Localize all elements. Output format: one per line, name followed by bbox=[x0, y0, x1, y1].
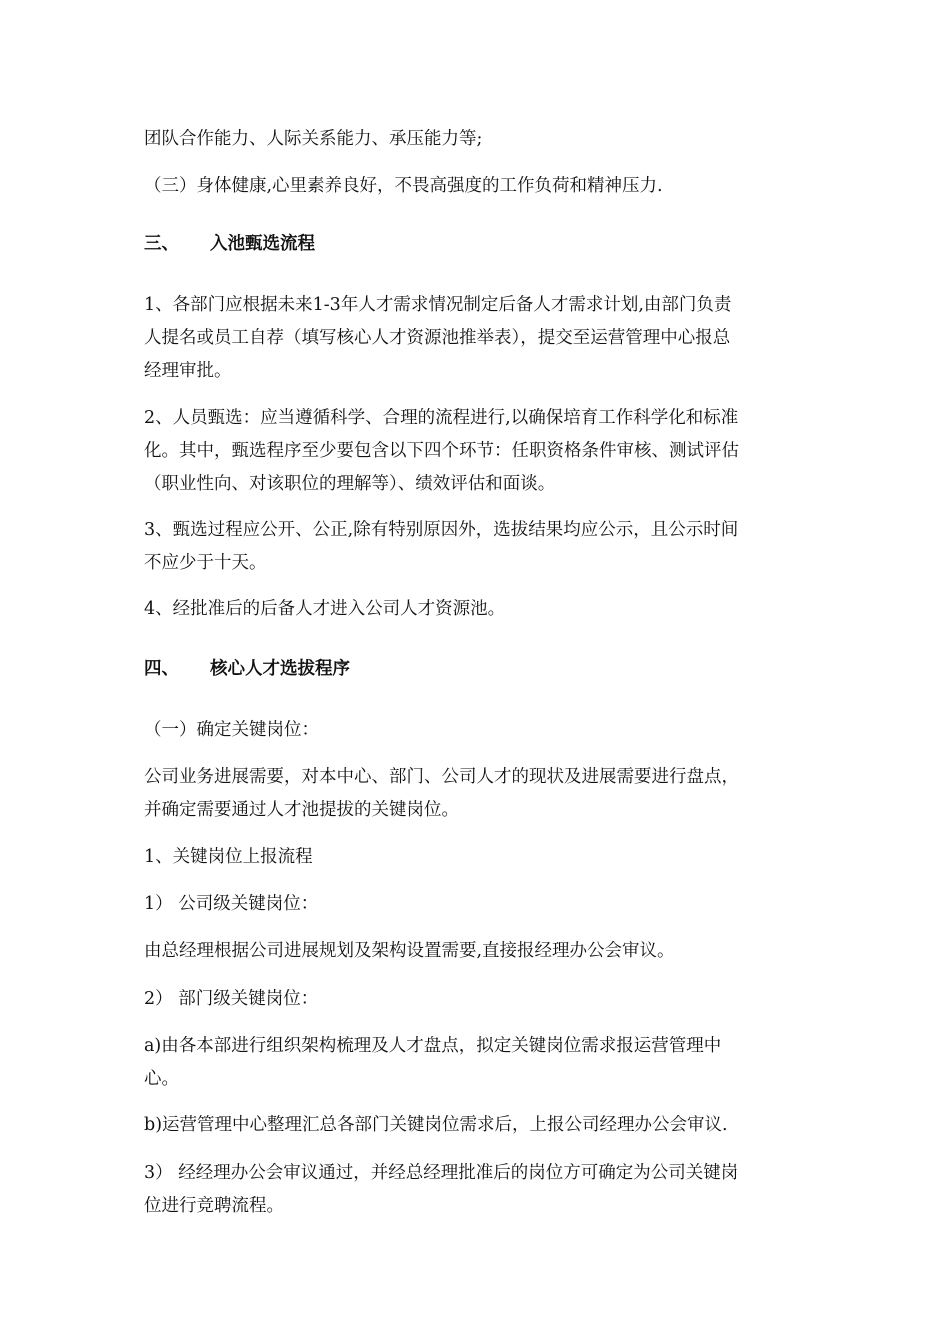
text-line: 3、甄选过程应公开、公正,除有特别原因外，选拔结果均应公示，且公示时间 bbox=[144, 520, 739, 540]
section-heading-three bbox=[144, 229, 814, 259]
section-number: 三、 bbox=[144, 234, 179, 254]
paragraph-step-3 bbox=[144, 514, 814, 580]
text-line: 4、经批准后的后备人才进入公司人才资源池。 bbox=[144, 599, 506, 619]
text-line: 2、人员甄选：应当遵循科学、合理的流程进行,以确保培育工作科学化和标准 bbox=[144, 408, 739, 428]
paragraph-company-level-detail bbox=[144, 935, 814, 968]
text-line: 公司业务进展需要，对本中心、部门、公司人才的现状及进展需要进行盘点， bbox=[144, 767, 739, 787]
paragraph-company-level bbox=[144, 888, 814, 921]
paragraph-department-level-a bbox=[144, 1030, 814, 1096]
section-heading-four bbox=[144, 654, 814, 684]
paragraph-health-requirement bbox=[144, 170, 814, 203]
text-line: 位进行竞聘流程。 bbox=[144, 1196, 284, 1216]
paragraph-subheading-determine-key-positions bbox=[144, 714, 814, 747]
paragraph-teamwork-abilities bbox=[144, 123, 814, 156]
paragraph-department-level bbox=[144, 983, 814, 1016]
paragraph-department-level-b bbox=[144, 1109, 814, 1142]
text-line: 1） 公司级关键岗位： bbox=[144, 894, 319, 914]
text-line: 人提名或员工自荐（填写核心人才资源池推举表），提交至运营管理中心报总 bbox=[144, 328, 731, 348]
text-line: 团队合作能力、人际关系能力、承压能力等; bbox=[144, 129, 483, 149]
text-line: a)由各本部进行组织架构梳理及人才盘点，拟定关键岗位需求报运营管理中 bbox=[144, 1036, 722, 1056]
text-line: 心。 bbox=[144, 1069, 179, 1089]
paragraph-business-needs bbox=[144, 761, 814, 827]
text-line: 化。其中，甄选程序至少要包含以下四个环节：任职资格条件审核、测试评估 bbox=[144, 441, 739, 461]
text-line: 2） 部门级关键岗位： bbox=[144, 989, 319, 1009]
paragraph-reporting-process bbox=[144, 841, 814, 874]
text-line: 并确定需要通过人才池提拔的关键岗位。 bbox=[144, 800, 459, 820]
text-line: 经理审批。 bbox=[144, 361, 232, 381]
text-line: （三）身体健康,心里素养良好，不畏高强度的工作负荷和精神压力. bbox=[144, 176, 663, 196]
text-line: b)运营管理中心整理汇总各部门关键岗位需求后，上报公司经理办公会审议. bbox=[144, 1115, 728, 1135]
text-line: （职业性向、对该职位的理解等）、绩效评估和面谈。 bbox=[144, 474, 556, 494]
paragraph-step-2 bbox=[144, 402, 814, 501]
paragraph-approval bbox=[144, 1157, 814, 1223]
paragraph-step-1 bbox=[144, 289, 814, 388]
text-line: 3） 经经理办公会审议通过，并经总经理批准后的岗位方可确定为公司关键岗 bbox=[144, 1163, 739, 1183]
text-line: （一）确定关键岗位： bbox=[144, 720, 319, 740]
text-line: 1、各部门应根据未来1-3年人才需求情况制定后备人才需求计划,由部门负责 bbox=[144, 295, 732, 315]
text-line: 由总经理根据公司进展规划及架构设置需要,直接报经理办公会审议。 bbox=[144, 941, 675, 961]
section-title: 入池甄选流程 bbox=[210, 234, 315, 254]
section-title: 核心人才选拔程序 bbox=[210, 659, 350, 679]
text-line: 不应少于十天。 bbox=[144, 553, 267, 573]
section-number: 四、 bbox=[144, 659, 179, 679]
text-line: 1、关键岗位上报流程 bbox=[144, 847, 313, 867]
paragraph-step-4 bbox=[144, 593, 814, 626]
